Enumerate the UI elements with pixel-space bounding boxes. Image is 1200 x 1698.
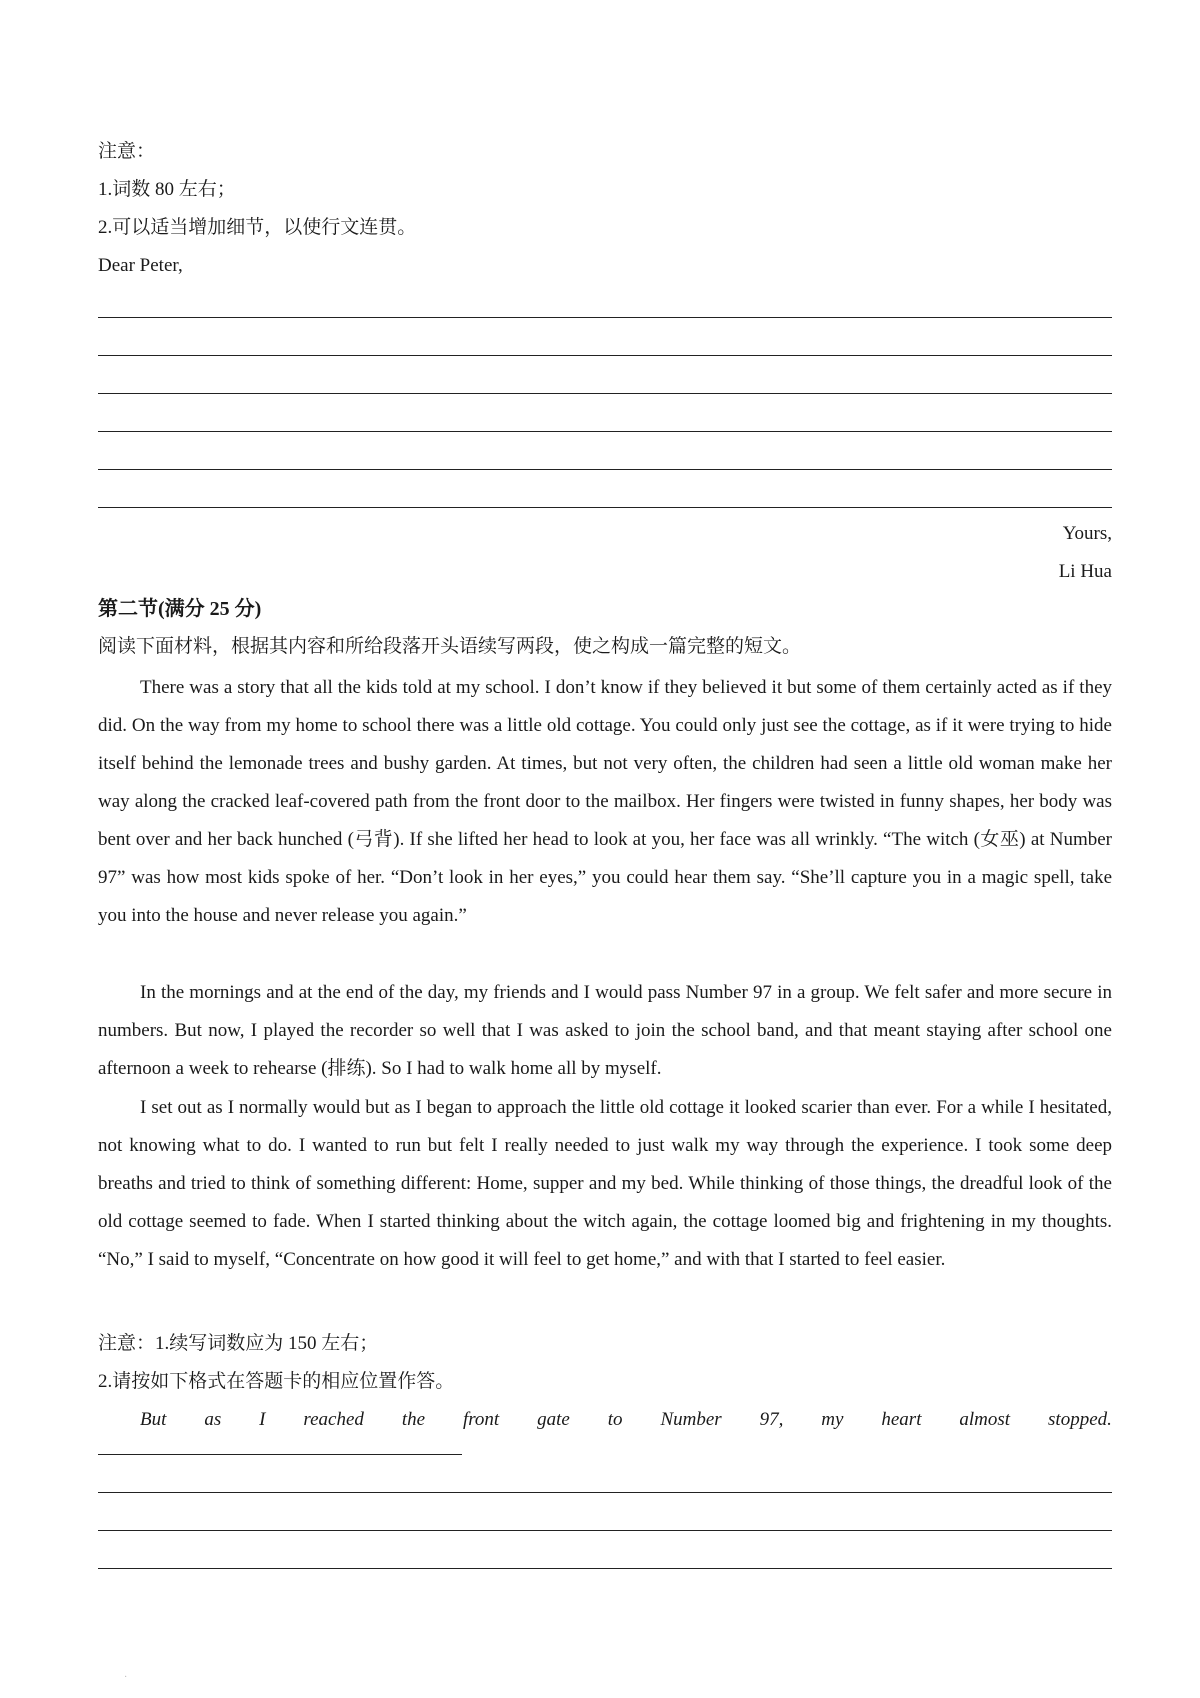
note-word-count: 1.词数 80 左右； [98,179,236,200]
continuation-word: heart [881,1409,922,1430]
continuation-word: the [401,1409,426,1430]
continuation-word: my [821,1409,844,1430]
section-instruction: 阅读下面材料，根据其内容和所给段落开头语续写两段，使之构成一篇完整的短文。 [98,636,802,657]
writing-line[interactable] [98,1530,1112,1531]
story-paragraph-1: There was a story that all the kids told at my school. I don’t know if they believed it but some of them certainly acted as if they did. On the way from my home to school there was a little old cottage. You could only just see the cottage, as if it were trying to hide itself behind the lemonade trees and bushy garden. At times, but not very often, the children had seen a little old woman make her way along the cracked leaf-covered path from the front door to the mailbox. Her fingers were twisted in funny shapes, her body was bent over and her back hunched (弓背). If she lifted her head to look at you, her face was all wrinkly. “The witch (女巫) at Number 97” was how most kids spoke of her. “Don’t look in her eyes,” you could hear them say. “She’ll capture you in a magic spell, take you into the house and never release you again.” [98,677,1112,926]
continuation-word: Number [660,1409,722,1430]
continuation-word: to [607,1409,623,1430]
page-mark: · [124,1672,128,1683]
writing-line-short[interactable] [98,1454,462,1455]
letter-signature: Li Hua [1058,561,1112,582]
continuation-word: almost [959,1409,1011,1430]
writing-line[interactable] [98,393,1112,394]
story-paragraph-2: In the mornings and at the end of the day, my friends and I would pass Number 97 in a group. We felt safer and more secure in numbers. But now, I played the recorder so well that I was asked to join the school band, and that meant staying after school one afternoon a week to rehearse (排练). So I had to walk home all by myself. [98,982,1112,1079]
continuation-word: I [259,1409,266,1430]
continuation-word: stopped. [1048,1409,1112,1430]
section-heading: 第二节(满分 25 分) [98,598,262,620]
continuation-word: gate [537,1409,570,1430]
writing-line[interactable] [98,431,1112,432]
continuation-word: reached [303,1409,364,1430]
story-paragraph-3: I set out as I normally would but as I began to approach the little old cottage it looked scarier than ever. For a while I hesitated, not knowing what to do. I wanted to run but felt I really needed to just walk my way through the experience. I took some deep breaths and tried to think of something different: Home, supper and my bed. While thinking of those things, the dreadful look of the old cottage seemed to fade. When I started thinking about the witch again, the cottage loomed big and frightening in my thoughts. “No,” I said to myself, “Concentrate on how good it will feel to get home,” and with that I started to feel easier. [98,1097,1112,1270]
writing-line[interactable] [98,507,1112,508]
continuation-word: front [462,1409,500,1430]
writing-line[interactable] [98,1568,1112,1569]
writing-line[interactable] [98,469,1112,470]
writing-line[interactable] [98,317,1112,318]
continuation-word: But [140,1409,167,1430]
continuation-word: 97, [759,1409,784,1430]
writing-line[interactable] [98,355,1112,356]
salutation: Dear Peter, [98,255,183,276]
continuation-word: as [204,1409,222,1430]
continuation-note-2: 2.请按如下格式在答题卡的相应位置作答。 [98,1371,455,1392]
continuation-note-1: 注意：1.续写词数应为 150 左右； [98,1333,379,1354]
note-add-details: 2.可以适当增加细节，以使行文连贯。 [98,217,417,238]
writing-line[interactable] [98,1492,1112,1493]
continuation-opening-sentence [98,1408,1112,1432]
notes-title: 注意： [98,141,156,162]
letter-closing: Yours, [1062,523,1112,544]
